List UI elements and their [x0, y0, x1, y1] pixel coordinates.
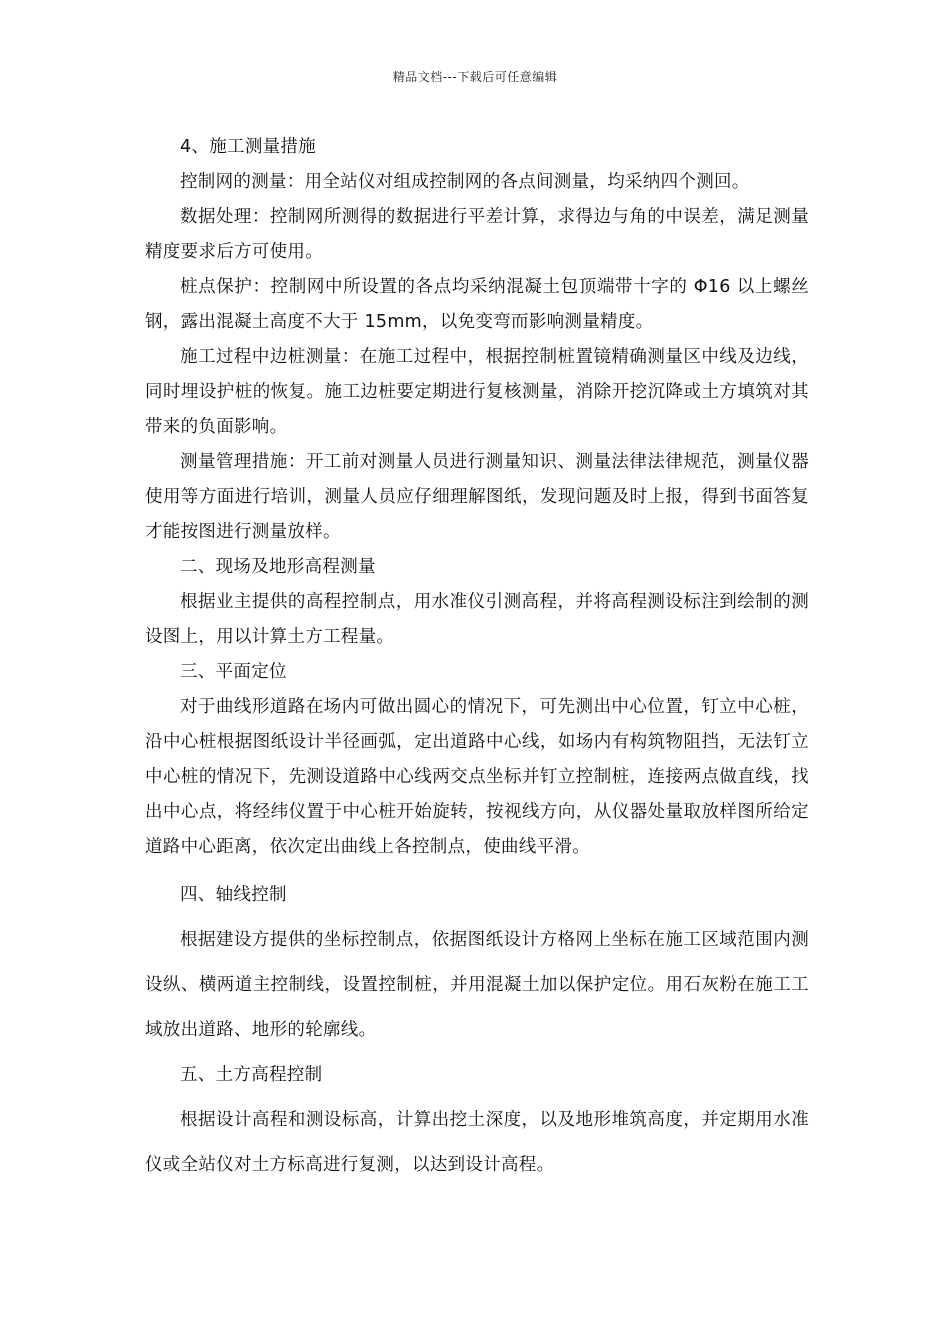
paragraph-edge-pile: 施工过程中边桩测量：在施工过程中，根据控制桩置镜精确测量区中线及边线，同时埋设护桩的恢复。施工边桩要定期进行复核测量，消除开挖沉降或土方填筑对其带来的负面影响。 [145, 347, 809, 437]
page-header: 精品文档---下载后可任意编辑 [392, 70, 558, 84]
section-axis-earthwork [145, 873, 809, 1188]
section-heading-elevation: 二、现场及地形高程测量 [180, 557, 376, 577]
section-heading-axis: 四、轴线控制 [180, 885, 287, 905]
section-heading-earthwork: 五、土方高程控制 [180, 1065, 323, 1085]
section-measurement [145, 130, 809, 865]
section-heading-measures: 4、施工测量措施 [180, 137, 317, 157]
paragraph-management: 测量管理措施：开工前对测量人员进行测量知识、测量法律法律规范，测量仪器使用等方面进行培训，测量人员应仔细理解图纸，发现问题及时上报，得到书面答复才能按图进行测量放样。 [145, 452, 809, 542]
paragraph-control-network: 控制网的测量：用全站仪对组成控制网的各点间测量，均采纳四个测回。 [180, 172, 750, 192]
section-heading-positioning: 三、平面定位 [180, 662, 287, 682]
paragraph-data-processing: 数据处理：控制网所测得的数据进行平差计算，求得边与角的中误差，满足测量精度要求后方可使用。 [145, 207, 809, 262]
paragraph-elevation: 根据业主提供的高程控制点，用水准仪引测高程，并将高程测设标注到绘制的测设图上，用以计算土方工程量。 [145, 592, 809, 647]
paragraph-pile-protection: 桩点保护：控制网中所设置的各点均采纳混凝土包顶端带十字的 Φ16 以上螺丝钢，露出混凝土高度不大于 15mm，以免变弯而影响测量精度。 [145, 277, 809, 332]
paragraph-earthwork: 根据设计高程和测设标高，计算出挖土深度，以及地形堆筑高度，并定期用水准仪或全站仪对土方标高进行复测，以达到设计高程。 [145, 1110, 809, 1175]
document-body [145, 130, 809, 1188]
paragraph-positioning: 对于曲线形道路在场内可做出圆心的情况下，可先测出中心位置，钉立中心桩，沿中心桩根据图纸设计半径画弧，定出道路中心线，如场内有构筑物阻挡，无法钉立中心桩的情况下，先测设道路中心线两交点坐标并钉立控制桩，连接两点做直线，找出中心点，将经纬仪置于中心桩开始旋转，按视线方向，从仪器处量取放样图所给定道路中心距离，依次定出曲线上各控制点，使曲线平滑。 [145, 697, 809, 857]
paragraph-axis: 根据建设方提供的坐标控制点，依据图纸设计方格网上坐标在施工区域范围内测设纵、横两道主控制线，设置控制桩，并用混凝土加以保护定位。用石灰粉在施工工域放出道路、地形的轮廓线。 [145, 930, 809, 1040]
